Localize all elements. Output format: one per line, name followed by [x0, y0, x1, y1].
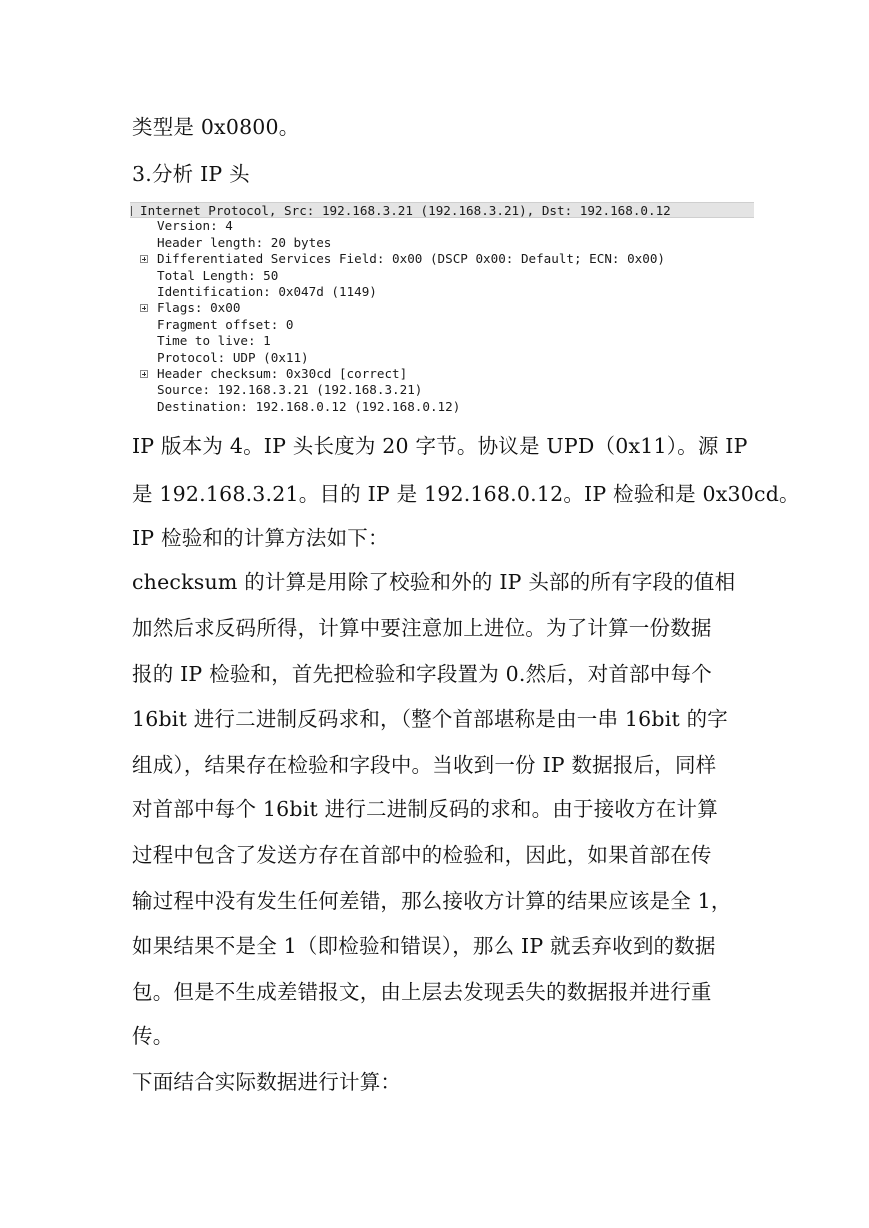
tree-row-label: Destination: 192.168.0.12 (192.168.0.12) [157, 398, 461, 414]
text-line: 加然后求反码所得，计算中要注意加上进位。为了计算一份数据 [132, 616, 712, 640]
expand-plus-icon[interactable] [140, 370, 148, 378]
text-line: checksum 的计算是用除了校验和外的 IP 头部的所有字段的值相 [132, 570, 736, 594]
tree-row-label: Flags: 0x00 [157, 300, 241, 316]
tree-row-label: Source: 192.168.3.21 (192.168.3.21) [157, 382, 423, 398]
tree-row-label: Differentiated Services Field: 0x00 (DSCP 0x00: Default; ECN: 0x00) [157, 251, 665, 267]
text-line: 传。 [132, 1024, 174, 1048]
text-line: IP 检验和的计算方法如下： [132, 526, 389, 550]
text-line: 报的 IP 检验和，首先把检验和字段置为 0.然后，对首部中每个 [132, 662, 712, 686]
tree-row-label: Protocol: UDP (0x11) [157, 349, 309, 365]
tree-row-label: Header checksum: 0x30cd [correct] [157, 366, 408, 381]
text-line: 如果结果不是全 1（即检验和错误），那么 IP 就丢弃收到的数据 [132, 934, 716, 958]
text-line: 输过程中没有发生任何差错，那么接收方计算的结果应该是全 1， [132, 889, 732, 913]
text-line: 类型是 0x0800。 [132, 115, 300, 139]
text-line: 是 192.168.3.21。目的 IP 是 192.168.0.12。IP 检验和是 0x30cd。 [132, 482, 800, 506]
tree-row-label: Fragment offset: 0 [157, 316, 294, 332]
tree-row-label: Internet Protocol, Src: 192.168.3.21 (192.168.3.21), Dst: 192.168.0.12 [140, 203, 671, 218]
tree-row-ip-header[interactable] [130, 202, 754, 218]
tree-line-icon [131, 206, 132, 216]
text-line: 16bit 进行二进制反码求和，（整个首部堪称是由一串 16bit 的字 [132, 707, 729, 731]
tree-row-label: Total Length: 50 [157, 267, 279, 283]
tree-row-label: Identification: 0x047d (1149) [157, 284, 377, 299]
expand-plus-icon[interactable] [140, 255, 148, 263]
tree-row-label: Time to live: 1 [157, 333, 271, 349]
expand-plus-icon[interactable] [140, 304, 148, 312]
packet-details-tree [130, 202, 754, 416]
text-line: 对首部中每个 16bit 进行二进制反码的求和。由于接收方在计算 [132, 797, 718, 821]
text-line: 包。但是不生成差错报文，由上层去发现丢失的数据报并进行重 [132, 980, 712, 1004]
text-line: 下面结合实际数据进行计算： [132, 1070, 402, 1094]
section-heading: 3.分析 IP 头 [132, 162, 250, 186]
tree-row-label: Version: 4 [157, 218, 233, 234]
text-line: 组成），结果存在检验和字段中。当收到一份 IP 数据报后，同样 [132, 753, 717, 777]
text-line: 过程中包含了发送方存在首部中的检验和，因此，如果首部在传 [132, 843, 712, 867]
tree-row-label: Header length: 20 bytes [157, 234, 332, 250]
text-line: IP 版本为 4。IP 头长度为 20 字节。协议是 UPD（0x11）。源 IP [132, 434, 748, 458]
